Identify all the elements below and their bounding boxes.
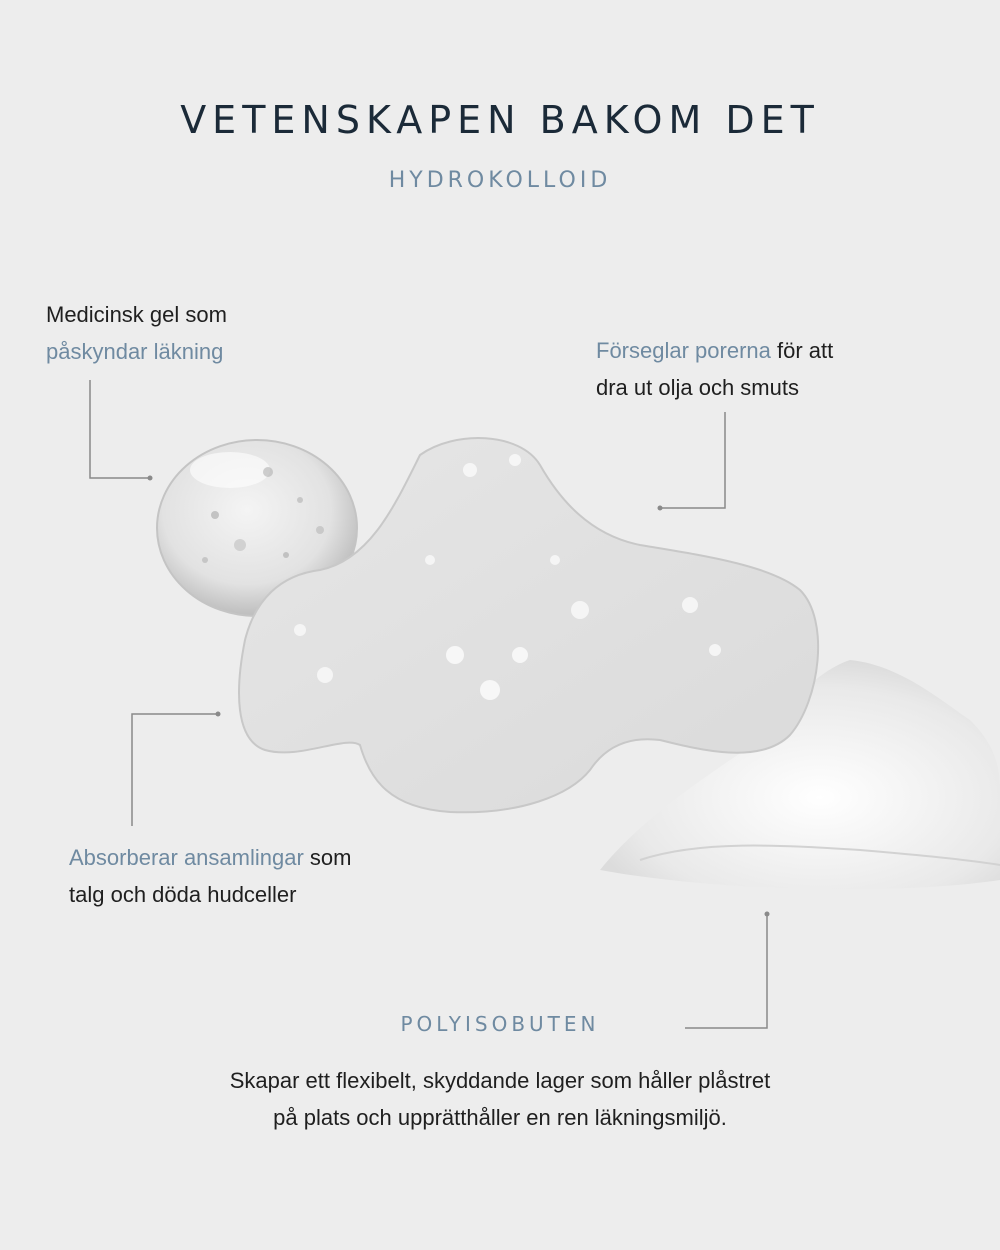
callout-pores-line1 <box>596 332 833 369</box>
section-title: POLYISOBUTEN <box>400 1012 600 1036</box>
leader-line-powder <box>685 914 767 1028</box>
callout-absorb-rest: som <box>303 845 352 870</box>
callout-pores-accent: Förseglar porerna <box>596 338 771 363</box>
leader-dot-absorb <box>216 712 221 717</box>
callout-gel-line1: Medicinsk gel som <box>46 302 227 327</box>
leader-line-absorb <box>132 714 218 826</box>
page-subtitle: HYDROKOLLOID <box>388 168 612 193</box>
callout-pores <box>596 332 833 406</box>
callout-absorb-line2: talg och döda hudceller <box>69 882 297 907</box>
callout-pores-rest: för att <box>770 338 834 363</box>
callout-absorb-line1 <box>69 839 351 876</box>
leader-line-pores <box>660 412 725 508</box>
section-description <box>150 1062 850 1136</box>
leader-line-gel <box>90 380 150 478</box>
leader-dot-pores <box>658 506 663 511</box>
leader-dot-powder <box>765 912 770 917</box>
callout-pores-line2: dra ut olja och smuts <box>596 375 799 400</box>
callout-absorb <box>69 839 351 913</box>
page-title: VETENSKAPEN BAKOM DET <box>180 98 820 142</box>
leader-dot-gel <box>148 476 153 481</box>
callout-absorb-accent: Absorberar ansamlingar <box>69 845 304 870</box>
callout-gel <box>46 296 227 370</box>
section-description-line2: på plats och upprätthåller en ren läkningsmiljö. <box>273 1105 727 1130</box>
section-description-line1: Skapar ett flexibelt, skyddande lager som håller plåstret <box>229 1068 771 1093</box>
callout-gel-accent: påskyndar läkning <box>46 339 224 364</box>
